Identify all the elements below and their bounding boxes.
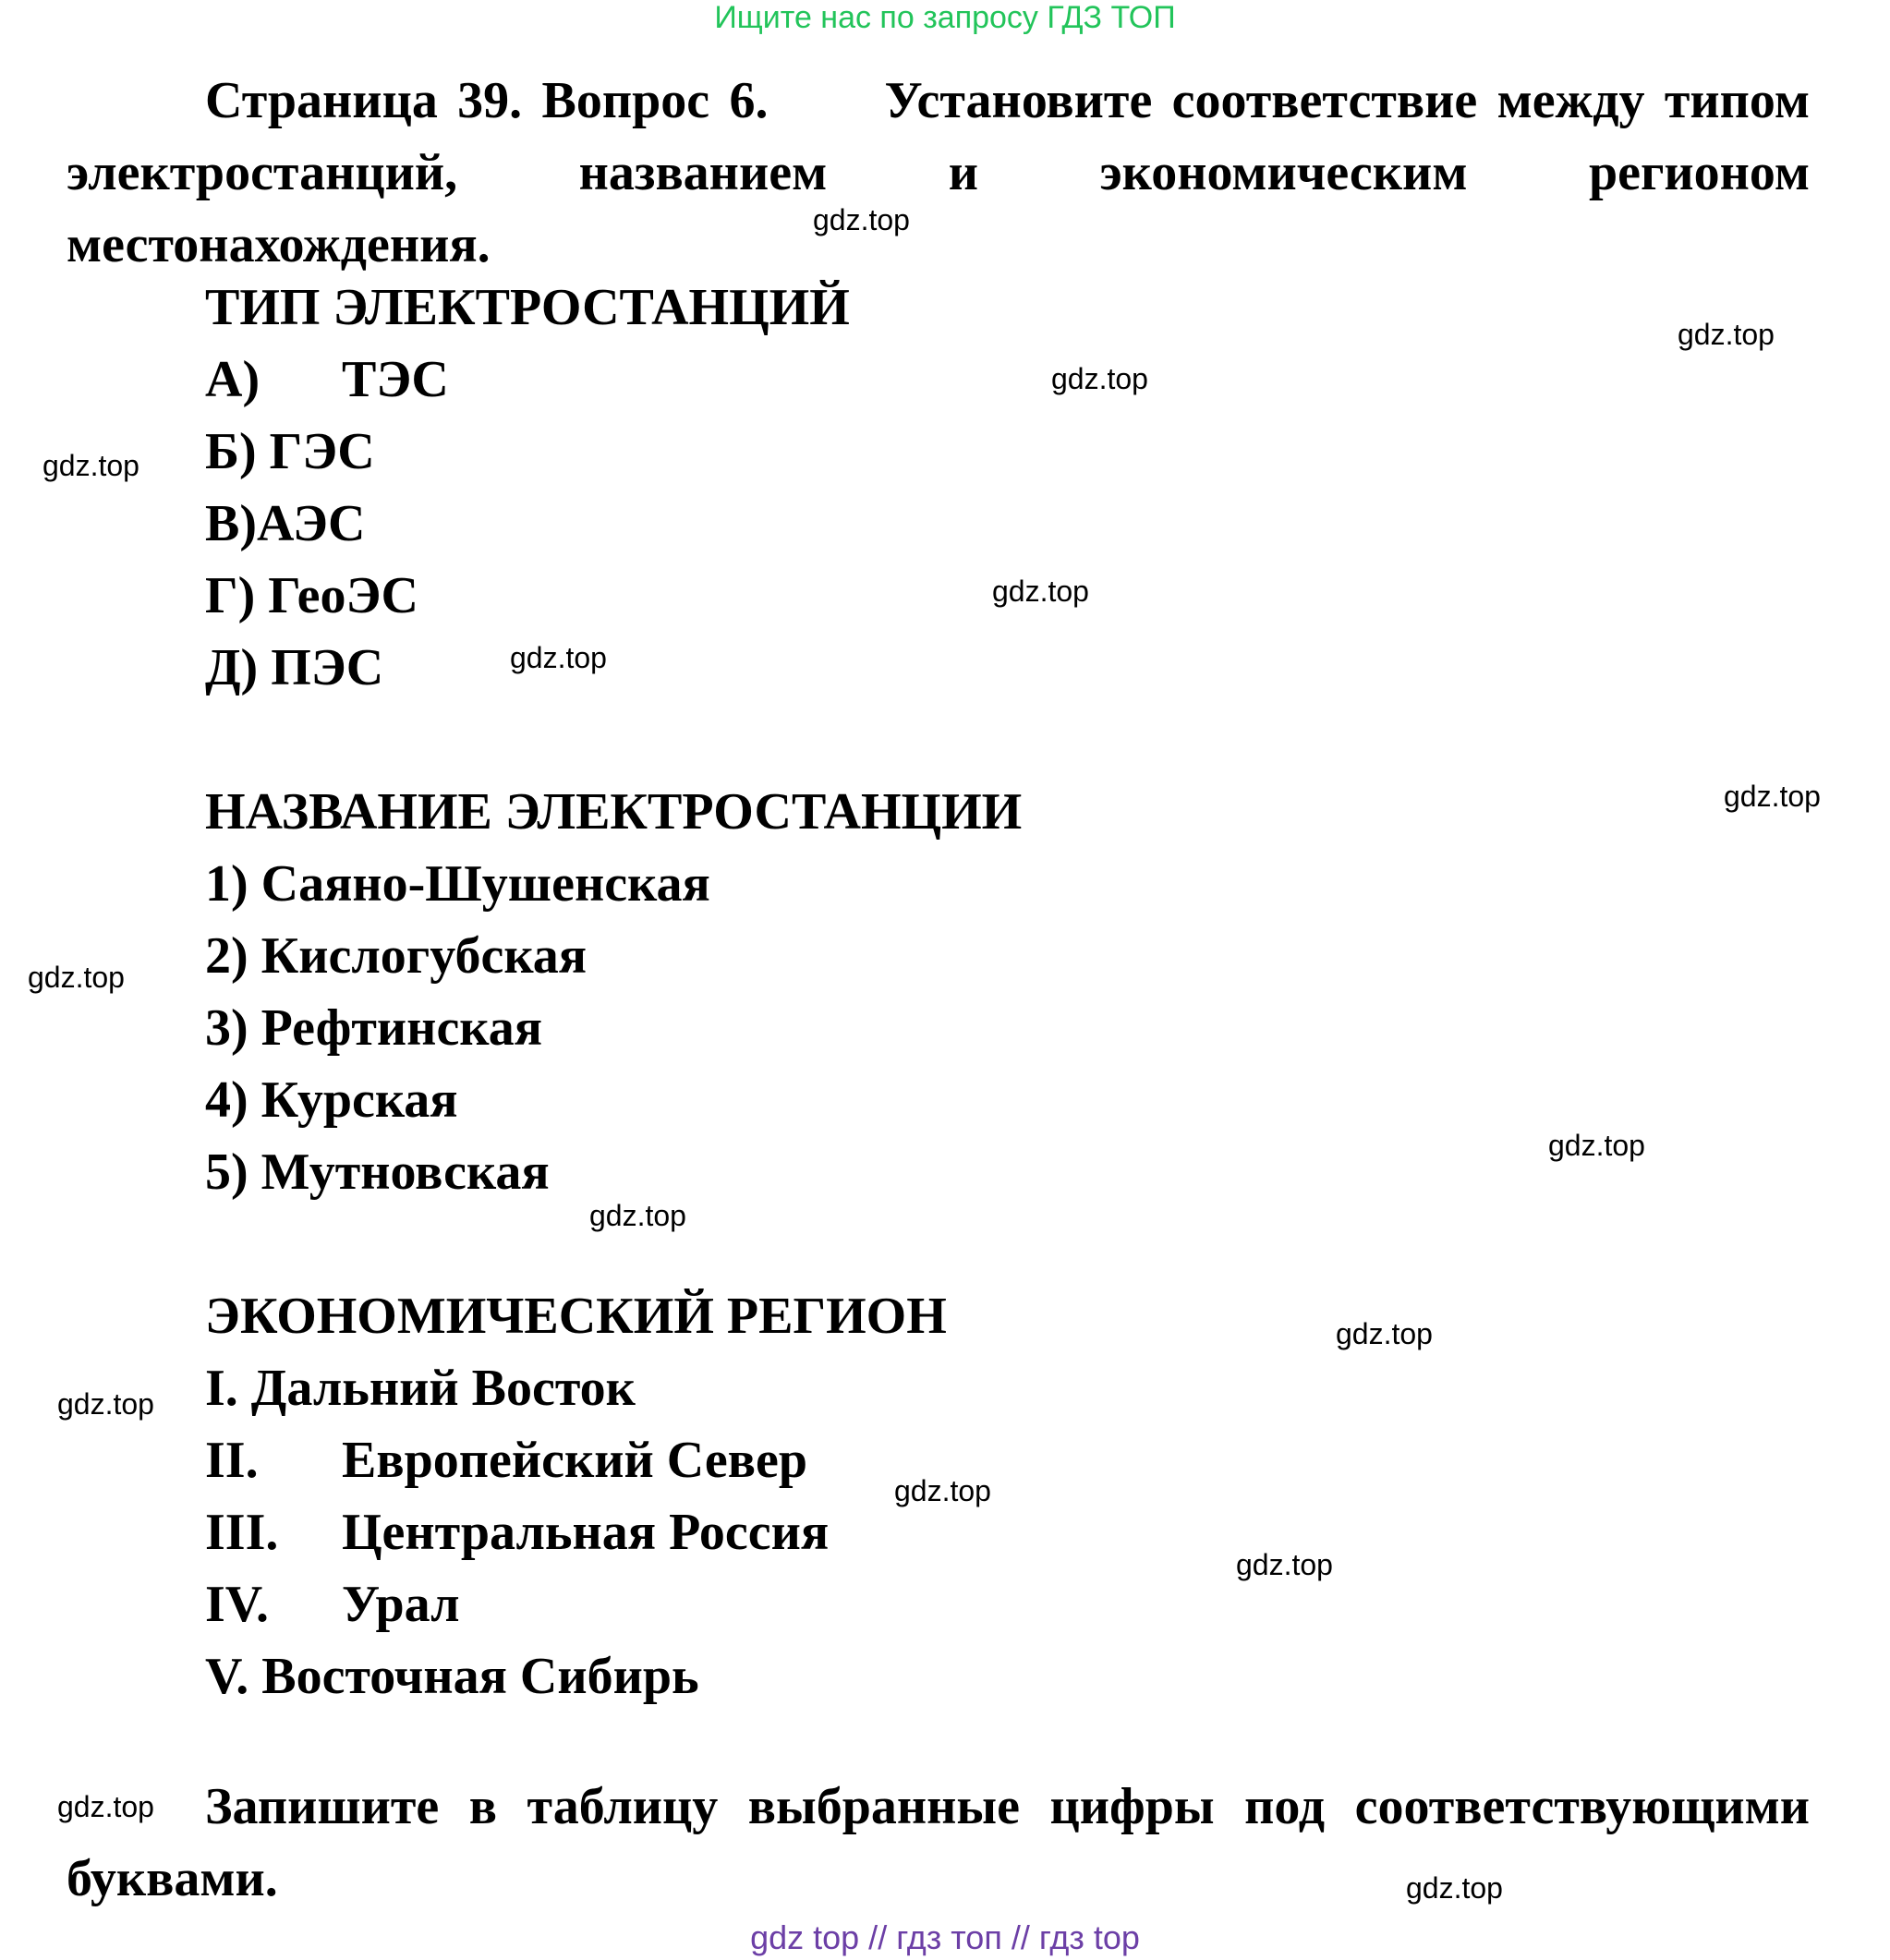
list-label: Урал bbox=[342, 1576, 460, 1633]
list-item bbox=[205, 419, 375, 484]
list-item bbox=[205, 347, 449, 412]
list-marker: Г) bbox=[205, 567, 256, 624]
list-label: ГЭС bbox=[269, 423, 375, 480]
list-item bbox=[205, 852, 710, 916]
list-label: Восточная Сибирь bbox=[261, 1648, 699, 1705]
list-label: Саяно-Шушенская bbox=[260, 855, 710, 913]
list-marker: В) bbox=[205, 495, 257, 552]
list-marker: V. bbox=[205, 1648, 249, 1705]
top-banner: Ищите нас по запросу ГДЗ ТОП bbox=[714, 0, 1176, 35]
bottom-banner: gdz top // гдз топ // гдз top bbox=[750, 1918, 1140, 1956]
watermark: gdz.top bbox=[28, 961, 125, 994]
list-marker: 2) bbox=[205, 927, 248, 985]
list-label: Европейский Север bbox=[342, 1432, 807, 1489]
watermark: gdz.top bbox=[42, 449, 139, 482]
list-marker: 3) bbox=[205, 999, 248, 1057]
list-item bbox=[205, 996, 542, 1060]
list-label: ГеоЭС bbox=[268, 567, 418, 624]
watermark: gdz.top bbox=[1051, 362, 1148, 395]
list-label: Мутновская bbox=[260, 1143, 550, 1201]
watermark: gdz.top bbox=[1724, 780, 1821, 813]
list-item bbox=[205, 563, 418, 628]
list-marker: Д) bbox=[205, 639, 259, 696]
watermark: gdz.top bbox=[510, 641, 607, 674]
list-label: Дальний Восток bbox=[250, 1360, 636, 1417]
watermark: gdz.top bbox=[589, 1199, 686, 1232]
list-marker: I. bbox=[205, 1360, 238, 1417]
instruction-text: Запишите в таблицу выбранные цифры под соответствующими буквами. bbox=[67, 1778, 1810, 1907]
watermark: gdz.top bbox=[1236, 1548, 1333, 1581]
regions-title: ЭКОНОМИЧЕСКИЙ РЕГИОН bbox=[205, 1288, 947, 1345]
watermark: gdz.top bbox=[57, 1387, 154, 1421]
list-marker: 5) bbox=[205, 1143, 248, 1201]
question-number: Страница 39. Вопрос 6. bbox=[205, 72, 769, 129]
watermark: gdz.top bbox=[992, 575, 1089, 608]
list-label: Кислогубская bbox=[260, 927, 588, 985]
list-item bbox=[205, 1428, 807, 1493]
watermark: gdz.top bbox=[1678, 318, 1775, 351]
list-label: ПЭС bbox=[271, 639, 384, 696]
list-item bbox=[205, 1572, 460, 1637]
list-marker: IV. bbox=[205, 1576, 270, 1633]
watermark: gdz.top bbox=[57, 1790, 154, 1823]
list-label: Центральная Россия bbox=[342, 1504, 830, 1561]
watermark: gdz.top bbox=[1548, 1129, 1645, 1162]
list-marker: III. bbox=[205, 1504, 279, 1561]
list-marker: 4) bbox=[205, 1071, 248, 1129]
list-item bbox=[205, 491, 365, 556]
list-label: ТЭС bbox=[342, 351, 449, 408]
list-item bbox=[205, 1644, 699, 1709]
question-text: Установите соответствие между типом электростанций, названием и экономическим регионом местонахождения. bbox=[67, 72, 1810, 273]
watermark: gdz.top bbox=[1336, 1317, 1433, 1350]
list-item bbox=[205, 1500, 829, 1565]
list-marker: А) bbox=[205, 351, 260, 408]
types-title: ТИП ЭЛЕКТРОСТАНЦИЙ bbox=[205, 279, 850, 336]
list-label: Курская bbox=[260, 1071, 458, 1129]
list-marker: Б) bbox=[205, 423, 257, 480]
list-item bbox=[205, 924, 587, 988]
watermark: gdz.top bbox=[894, 1474, 991, 1507]
list-item bbox=[205, 635, 383, 700]
list-item bbox=[205, 1068, 458, 1132]
watermark: gdz.top bbox=[813, 203, 910, 236]
list-label: Рефтинская bbox=[260, 999, 543, 1057]
list-marker: 1) bbox=[205, 855, 248, 913]
list-item bbox=[205, 1356, 636, 1421]
list-label: АЭС bbox=[257, 495, 366, 552]
names-title: НАЗВАНИЕ ЭЛЕКТРОСТАНЦИИ bbox=[205, 783, 1023, 841]
list-item bbox=[205, 1140, 550, 1204]
watermark: gdz.top bbox=[1406, 1871, 1503, 1905]
list-marker: II. bbox=[205, 1432, 259, 1489]
question-heading bbox=[67, 65, 1810, 281]
